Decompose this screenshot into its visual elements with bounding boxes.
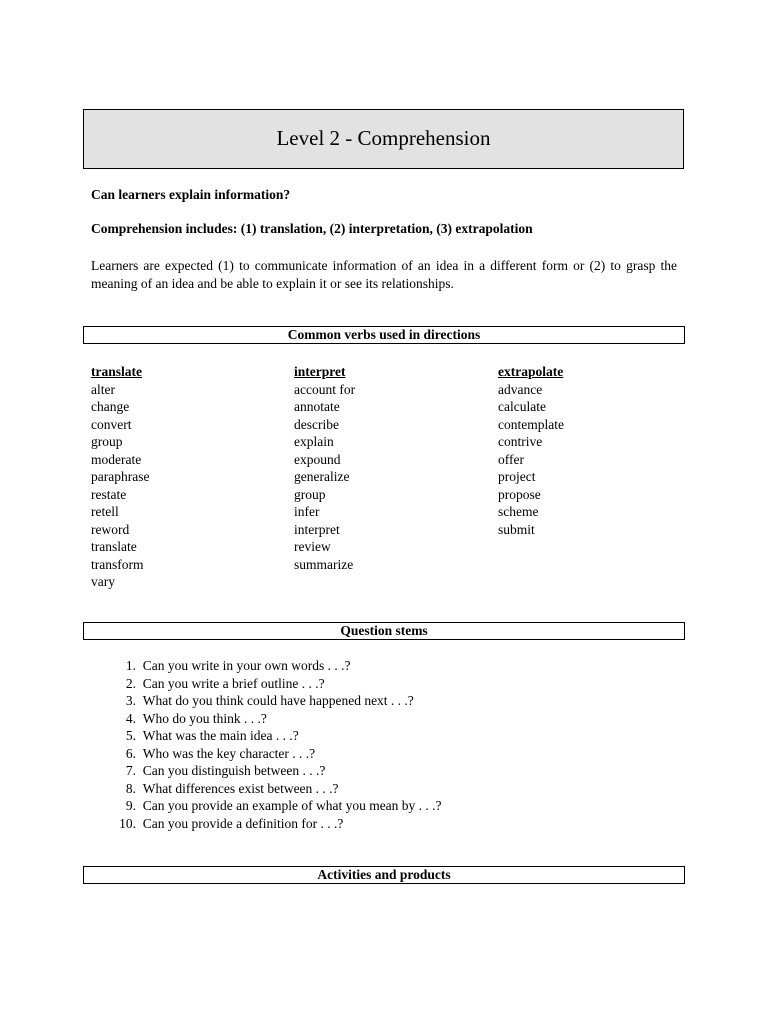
list-item-number: 7.	[125, 763, 136, 778]
verb-item: retell	[91, 504, 119, 519]
list-item	[110, 710, 442, 728]
list-item	[110, 797, 442, 815]
verb-item: propose	[498, 486, 541, 502]
verb-item: summarize	[294, 556, 354, 572]
list-item-text: Who do you think . . .?	[142, 710, 267, 726]
list-item	[110, 657, 442, 675]
list-item-number: 3.	[125, 693, 136, 708]
verb-item: alter	[91, 381, 115, 397]
verb-column-interpret	[294, 363, 355, 573]
verb-item: account for	[294, 381, 356, 397]
verb-item: restate	[91, 486, 127, 502]
list-item-text: What was the main idea . . .?	[142, 728, 299, 743]
verb-item: explain	[294, 434, 334, 449]
verb-item: contemplate	[498, 416, 564, 432]
verbs-section-heading-label: Common verbs used in directions	[287, 327, 481, 342]
list-item-number: 1.	[125, 658, 136, 673]
intro-question: Can learners explain information?	[91, 187, 291, 202]
stems-section-heading	[83, 622, 685, 640]
list-item	[110, 675, 442, 693]
list-item	[110, 762, 442, 780]
activities-section-heading	[83, 866, 685, 884]
verb-item: expound	[294, 451, 341, 467]
verb-item: interpret	[294, 521, 340, 537]
verb-item: advance	[498, 381, 543, 397]
stems-section-heading-label: Question stems	[340, 623, 428, 638]
list-item-text: Who was the key character . . .?	[142, 745, 316, 761]
verb-column-title: translate	[91, 364, 142, 379]
activities-section-heading-label: Activities and products	[317, 867, 451, 882]
verb-item: contrive	[498, 434, 543, 449]
verb-column-extrapolate	[498, 363, 564, 538]
verb-item: vary	[91, 574, 115, 589]
verb-item: review	[294, 539, 331, 554]
intro-includes: Comprehension includes: (1) translation, (2) interpretation, (3) extrapolation	[91, 221, 533, 236]
verb-item: describe	[294, 416, 339, 432]
verb-item: translate	[91, 539, 137, 554]
verb-item: offer	[498, 451, 524, 467]
intro-paragraph: Learners are expected (1) to communicate information of an idea in a different form or (2) to grasp the meaning of an idea and be able to explain it or see its relationships.	[91, 258, 677, 291]
verb-item: calculate	[498, 399, 546, 414]
list-item	[110, 727, 442, 745]
list-item-number: 4.	[125, 710, 136, 726]
verb-item: project	[498, 469, 536, 484]
verb-item: submit	[498, 521, 535, 537]
verb-column-title: extrapolate	[498, 364, 564, 379]
title-box	[83, 109, 684, 169]
verb-item: annotate	[294, 399, 340, 414]
verb-item: convert	[91, 416, 132, 432]
list-item-number: 10.	[119, 815, 136, 831]
list-item-text: What differences exist between . . .?	[142, 780, 339, 796]
verb-item: reword	[91, 521, 130, 537]
verb-item: transform	[91, 556, 144, 572]
list-item	[110, 780, 442, 798]
verb-item: change	[91, 399, 130, 414]
list-item-text: What do you think could have happened next . . .?	[142, 693, 414, 708]
verb-item: generalize	[294, 469, 350, 484]
list-item	[110, 692, 442, 710]
verb-item: moderate	[91, 451, 142, 467]
list-item-number: 2.	[125, 675, 136, 691]
verb-item: scheme	[498, 504, 539, 519]
verb-item: group	[91, 434, 123, 449]
verb-column-translate	[91, 363, 149, 591]
verb-item: group	[294, 486, 326, 502]
list-item-text: Can you provide an example of what you mean by . . .?	[142, 798, 442, 813]
list-item-number: 5.	[125, 728, 136, 743]
list-item-text: Can you write a brief outline . . .?	[142, 675, 325, 691]
list-item-number: 8.	[125, 780, 136, 796]
verb-column-title: interpret	[294, 364, 346, 379]
list-item-text: Can you distinguish between . . .?	[142, 763, 326, 778]
verb-item: paraphrase	[91, 469, 150, 484]
list-item-number: 9.	[125, 798, 136, 813]
verbs-section-heading	[83, 326, 685, 344]
question-stems-list	[110, 657, 442, 832]
page-title: Level 2 - Comprehension	[276, 125, 491, 150]
list-item-text: Can you write in your own words . . .?	[142, 658, 351, 673]
verb-item: infer	[294, 504, 320, 519]
list-item	[110, 815, 442, 833]
list-item	[110, 745, 442, 763]
list-item-number: 6.	[125, 745, 136, 761]
list-item-text: Can you provide a definition for . . .?	[142, 815, 344, 831]
